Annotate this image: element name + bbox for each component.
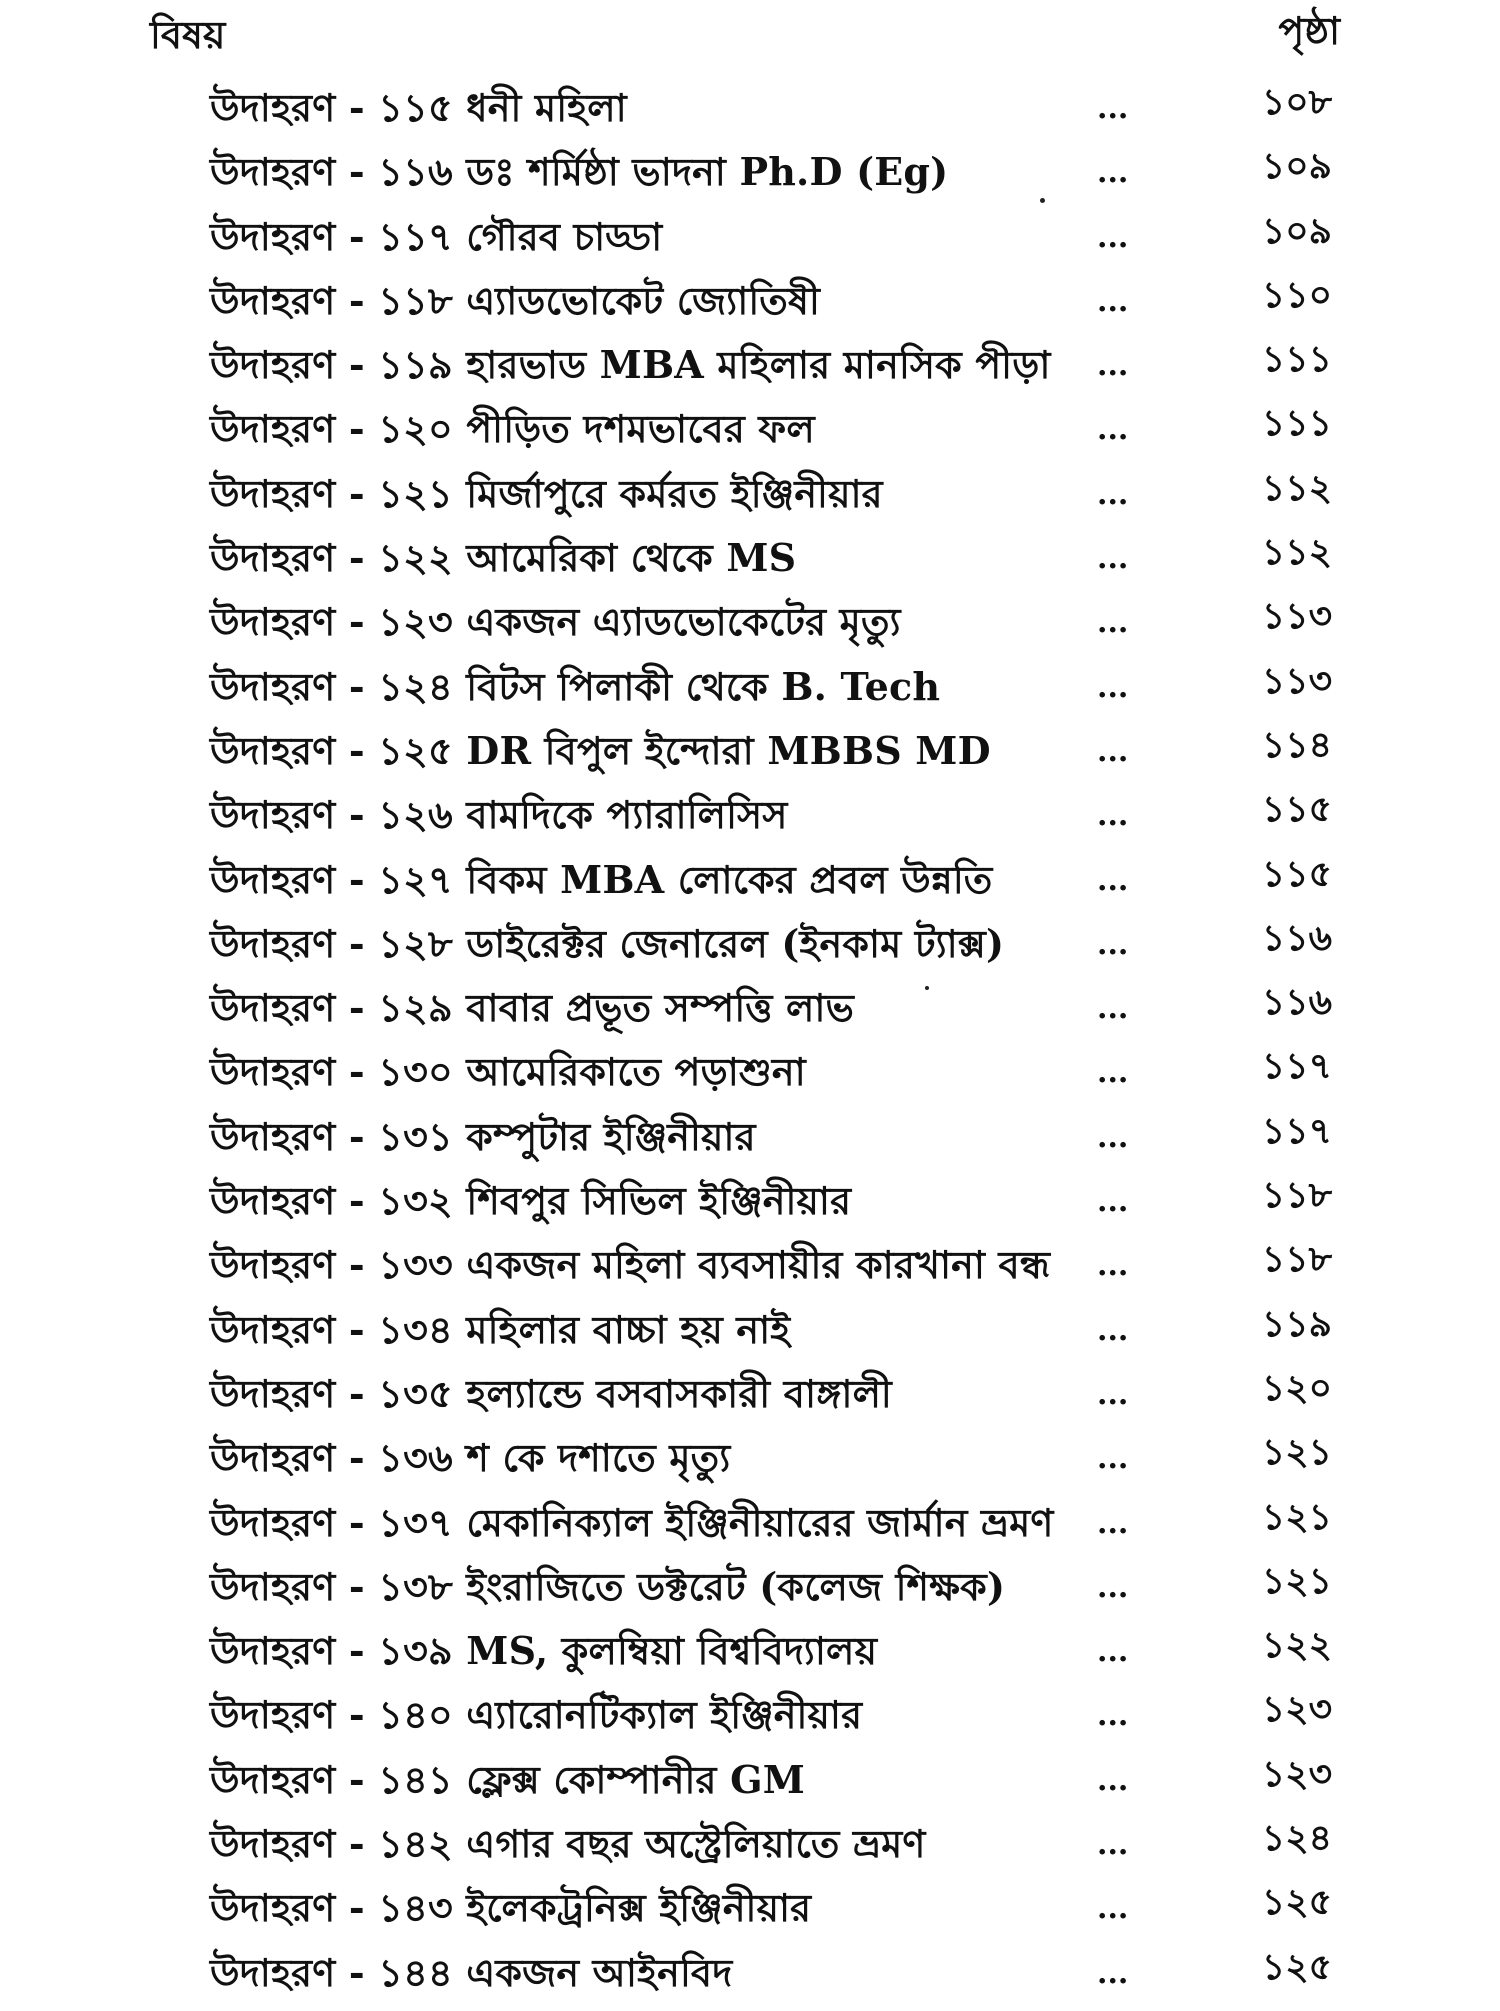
entry-page-number: ১২১ [1261,1559,1332,1602]
page-heading: পৃষ্ঠা [1278,8,1340,53]
ink-speck [1040,198,1045,203]
entry-page-number: ১০৮ [1261,81,1332,123]
toc-entry [0,1561,1500,1625]
entry-page-number: ১১৮ [1261,1238,1332,1281]
entry-title: উদাহরণ - ১৪৪ একজন আইনবিদ [210,1949,733,1995]
toc-entry [0,1368,1500,1432]
leader-dots: ... [1097,1055,1129,1091]
toc-entry [0,982,1500,1046]
leader-dots: ... [1097,1119,1129,1155]
toc-entry [0,468,1500,532]
entry-title: উদাহরণ - ১৩৮ ইংরাজিতে ডক্টরেট (কলেজ শিক্ষক) [210,1563,1006,1609]
entry-title: উদাহরণ - ১২৭ বিকম MBA লোকের প্রবল উন্নতি [210,856,993,902]
toc-entry [0,1175,1500,1239]
entry-title: উদাহরণ - ১৪০ এ্যারোনটিক্যাল ইঞ্জিনীয়ার [210,1692,863,1738]
entry-title: উদাহরণ - ১১৭ গৌরব চাড্ডা [210,213,663,259]
entry-page-number: ১১৬ [1261,981,1332,1024]
entry-title: উদাহরণ - ১৪৩ ইলেকট্রনিক্স ইঞ্জিনীয়ার [210,1885,812,1931]
toc-entry [0,1882,1500,1946]
entry-title: উদাহরণ - ১২৫ DR বিপুল ইন্দোরা MBBS MD [210,727,991,773]
entry-page-number: ১১০ [1261,273,1332,316]
toc-entry [0,1625,1500,1689]
entry-page-number: ১২১ [1261,1495,1332,1538]
toc-entry [0,789,1500,853]
leader-dots: ... [1097,1376,1129,1412]
entry-page-number: ১১৮ [1261,1174,1332,1217]
leader-dots: ... [1097,1827,1129,1863]
leader-dots: ... [1097,862,1129,898]
toc-entry [0,725,1500,789]
leader-dots: ... [1097,1762,1129,1798]
entry-page-number: ১০৯ [1261,209,1332,252]
toc-entry [0,403,1500,467]
toc-entry [0,1947,1500,2011]
toc-entry [0,1689,1500,1753]
entry-title: উদাহরণ - ১৩০ আমেরিকাতে পড়াশুনা [210,1049,806,1095]
toc-entry [0,1046,1500,1110]
leader-dots: ... [1097,991,1129,1027]
entry-page-number: ১১৫ [1261,788,1332,831]
leader-dots: ... [1097,926,1129,962]
entry-page-number: ১১১ [1261,402,1332,445]
entry-title: উদাহরণ - ১২৬ বামদিকে প্যারালিসিস [210,792,788,838]
toc-entry [0,1239,1500,1303]
entry-page-number: ১১৫ [1261,852,1332,895]
toc-entry [0,1304,1500,1368]
entry-page-number: ১১৯ [1261,1302,1332,1345]
entry-title: উদাহরণ - ১২১ মির্জাপুরে কর্মরত ইঞ্জিনীয়ার [210,470,883,516]
leader-dots: ... [1097,1569,1129,1605]
toc-entry [0,339,1500,403]
entry-title: উদাহরণ - ১১৫ ধনী মহিলা [210,85,627,130]
entry-page-number: ১২১ [1261,1431,1332,1474]
leader-dots: ... [1097,1955,1129,1991]
leader-dots: ... [1097,348,1129,384]
entry-page-number: ১২০ [1261,1366,1332,1409]
toc-entry [0,854,1500,918]
entry-title: উদাহরণ - ১২০ পীড়িত দশমভাবের ফল [210,406,815,452]
toc-entry [0,1497,1500,1561]
toc-entry [0,661,1500,725]
toc-entry [0,532,1500,596]
entry-page-number: ১২৫ [1261,1881,1332,1924]
leader-dots: ... [1097,541,1129,577]
toc-entry [0,918,1500,982]
leader-dots: ... [1097,1698,1129,1734]
toc-entry [0,275,1500,339]
toc-entry [0,1111,1500,1175]
leader-dots: ... [1097,1505,1129,1541]
entry-page-number: ১০৯ [1261,145,1332,188]
entry-title: উদাহরণ - ১৩৩ একজন মহিলা ব্যবসায়ীর কারখানা বন্ধ [210,1242,1051,1288]
entry-title: উদাহরণ - ১৩১ কম্পুটার ইঞ্জিনীয়ার [210,1113,756,1159]
leader-dots: ... [1097,1184,1129,1220]
leader-dots: ... [1097,155,1129,191]
leader-dots: ... [1097,1891,1129,1927]
entry-page-number: ১১১ [1261,338,1332,381]
entry-title: উদাহরণ - ১৩২ শিবপুর সিভিল ইঞ্জিনীয়ার [210,1178,852,1224]
toc-entry [0,211,1500,275]
toc-entry [0,1432,1500,1496]
entry-title: উদাহরণ - ১৩৫ হল্যান্ডে বসবাসকারী বাঙ্গালী [210,1370,892,1416]
entry-title: উদাহরণ - ১২৯ বাবার প্রভূত সম্পত্তি লাভ [210,985,855,1031]
entry-page-number: ১১৩ [1261,659,1332,702]
entry-title: উদাহরণ - ১১৮ এ্যাডভোকেট জ্যোতিষী [210,277,821,323]
entry-page-number: ১২৩ [1261,1688,1332,1731]
ink-speck [925,986,929,990]
entry-title: উদাহরণ - ১৩৯ MS, কুলম্বিয়া বিশ্ববিদ্যালয় [210,1628,878,1674]
toc-entry [0,82,1500,146]
entry-title: উদাহরণ - ১২৪ বিটস পিলাকী থেকে B. Tech [210,663,941,709]
subject-heading: বিষয় [150,12,226,57]
entry-page-number: ১১৩ [1261,595,1332,638]
leader-dots: ... [1097,1634,1129,1670]
entry-page-number: ১২৪ [1261,1817,1332,1860]
leader-dots: ... [1097,605,1129,641]
entry-title: উদাহরণ - ১৪২ এগার বছর অস্ট্রেলিয়াতে ভ্রমণ [210,1821,926,1867]
entry-title: উদাহরণ - ১২৮ ডাইরেক্টর জেনারেল (ইনকাম ট্যাক্স) [210,920,1005,966]
leader-dots: ... [1097,476,1129,512]
entry-page-number: ১১২ [1261,466,1332,509]
toc-entry [0,1818,1500,1882]
entry-title: উদাহরণ - ১২৩ একজন এ্যাডভোকেটের মৃত্যু [210,599,901,645]
leader-dots: ... [1097,798,1129,834]
leader-dots: ... [1097,412,1129,448]
entry-title: উদাহরণ - ১৪১ ফ্লেক্স কোম্পানীর GM [210,1756,805,1802]
entry-title: উদাহরণ - ১৩৭ মেকানিক্যাল ইঞ্জিনীয়ারের জার্মান ভ্রমণ [210,1499,1054,1545]
toc-entry [0,596,1500,660]
leader-dots: ... [1097,733,1129,769]
toc-entry [0,1754,1500,1818]
entry-title: উদাহরণ - ১৩৬ শ কে দশাতে মৃত্যু [210,1435,731,1481]
leader-dots: ... [1097,1312,1129,1348]
entry-page-number: ১২২ [1261,1624,1332,1667]
entry-page-number: ১১৬ [1261,916,1332,959]
entry-title: উদাহরণ - ১২২ আমেরিকা থেকে MS [210,535,797,581]
entry-page-number: ১২৩ [1261,1752,1332,1795]
entry-page-number: ১১২ [1261,531,1332,574]
entry-page-number: ১১৭ [1261,1045,1332,1088]
entry-title: উদাহরণ - ১১৬ ডঃ শর্মিষ্ঠা ভাদনা Ph.D (Eg) [210,149,949,195]
toc-entry [0,146,1500,210]
entry-page-number: ১১৭ [1261,1109,1332,1152]
leader-dots: ... [1097,219,1129,255]
leader-dots: ... [1097,1248,1129,1284]
leader-dots: ... [1097,1441,1129,1477]
entry-page-number: ১১৪ [1261,723,1332,766]
leader-dots: ... [1097,283,1129,319]
leader-dots: ... [1097,91,1129,126]
entry-page-number: ১২৫ [1261,1945,1332,1988]
leader-dots: ... [1097,669,1129,705]
entry-title: উদাহরণ - ১৩৪ মহিলার বাচ্চা হয় নাই [210,1306,791,1352]
entry-title: উদাহরণ - ১১৯ হারভাড MBA মহিলার মানসিক পীড়া [210,342,1051,388]
toc-list [0,82,1500,2011]
